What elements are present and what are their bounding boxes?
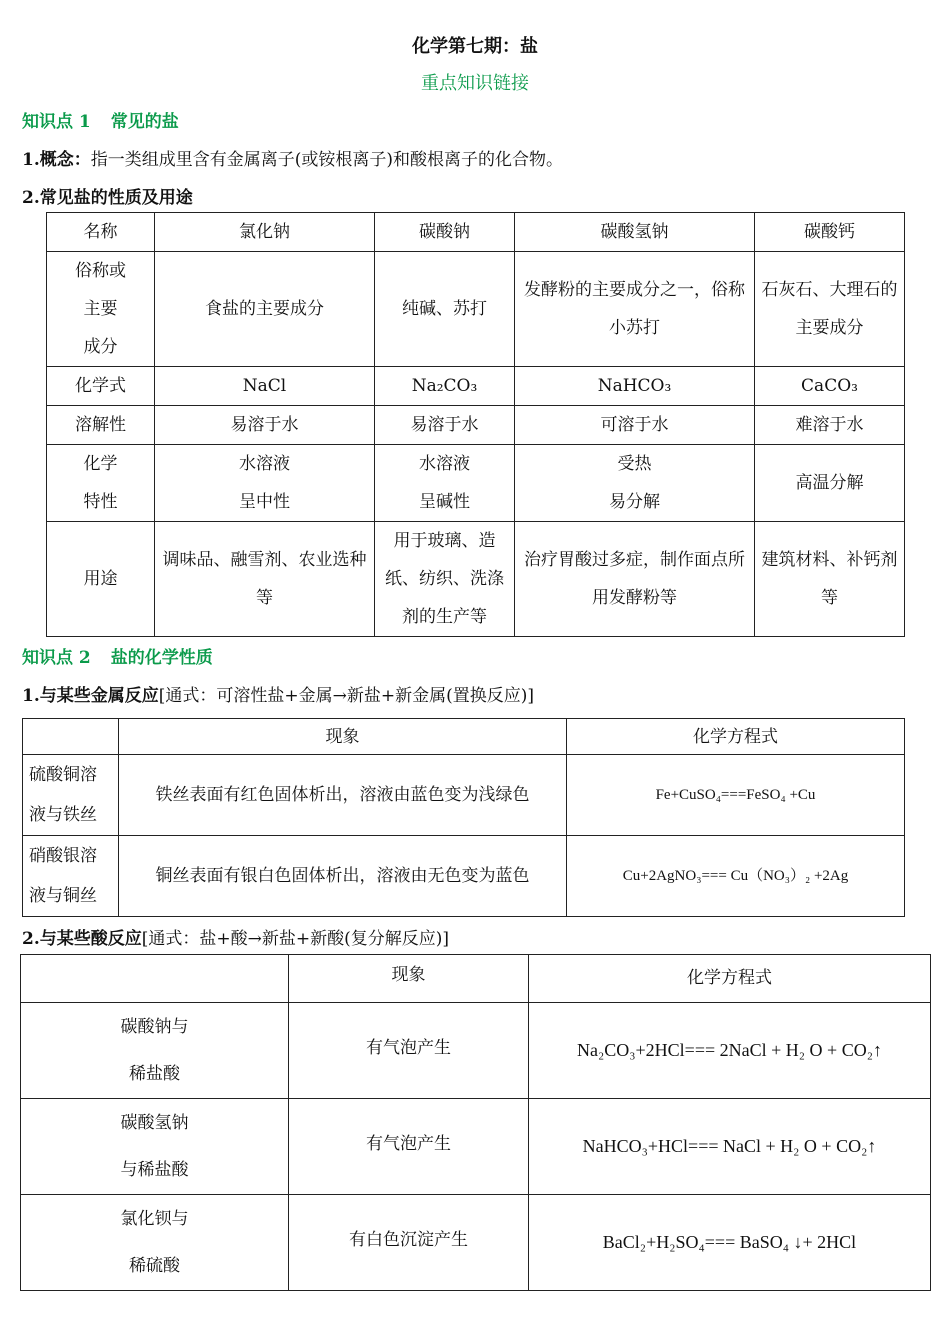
phenomenon-cell: 铁丝表面有红色固体析出，溶液由蓝色变为浅绿色: [119, 755, 567, 836]
table-cell: 易溶于水: [155, 406, 375, 445]
table-cell: [375, 445, 515, 522]
table-cell: 石灰石、大理石的主要成分: [755, 252, 905, 367]
page-subtitle: 重点知识链接: [421, 73, 529, 94]
label-line: 主要: [83, 299, 118, 319]
equation-cell: Na₂CO₃+2HCl=== 2NaCl + H₂ O + CO₂↑: [529, 1003, 931, 1099]
header-cell: 现象: [289, 955, 529, 1003]
phenomenon-cell: 有气泡产生: [289, 1003, 529, 1099]
label-line: 稀盐酸: [129, 1063, 180, 1084]
table-cell: 可溶于水: [515, 406, 755, 445]
header-cell: 化学方程式: [567, 719, 905, 755]
row-label: [23, 755, 119, 836]
table-row: [23, 836, 905, 917]
label-line: 特性: [83, 492, 118, 512]
row-label: [47, 252, 155, 367]
table-cell: [155, 445, 375, 522]
label-line: 液与铁丝: [29, 805, 97, 825]
table-cell: 用于玻璃、造纸、纺织、洗涤剂的生产等: [375, 522, 515, 637]
cell-line: 水溶液: [239, 454, 290, 474]
header-cell: 氯化钠: [155, 213, 375, 252]
header-cell: 碳酸钠: [375, 213, 515, 252]
cell-line: 水溶液: [419, 454, 470, 474]
table-cell: 建筑材料、补钙剂等: [755, 522, 905, 637]
row-label: [21, 1099, 289, 1195]
page-title: 化学第七期：盐: [412, 36, 538, 57]
header-cell: 化学方程式: [529, 955, 931, 1003]
table-header-row: [21, 955, 931, 1003]
table-cell: 易溶于水: [375, 406, 515, 445]
table-row-common-name: [47, 252, 905, 367]
row-label: 用途: [47, 522, 155, 637]
metal-heading-bold: 1.与某些金属反应: [22, 686, 159, 706]
knowledge-point-2-heading: [22, 643, 213, 668]
table-cell: NaCl: [155, 367, 375, 406]
table-row-formula: [47, 367, 905, 406]
kp1-number: 知识点 1: [22, 112, 91, 132]
table-cell: NaHCO₃: [515, 367, 755, 406]
table-cell: 难溶于水: [755, 406, 905, 445]
metal-reaction-table: [22, 718, 905, 917]
header-cell: [21, 955, 289, 1003]
table-cell: 纯碱、苏打: [375, 252, 515, 367]
section-2-heading: 2.常见盐的性质及用途: [22, 188, 193, 208]
table-cell: CaCO₃: [755, 367, 905, 406]
cell-line: 易分解: [609, 492, 660, 512]
equation-cell: Fe+CuSO₄===FeSO₄ +Cu: [567, 755, 905, 836]
phenomenon-cell: 有白色沉淀产生: [289, 1195, 529, 1291]
kp2-name: 盐的化学性质: [110, 648, 213, 668]
table-cell: [515, 445, 755, 522]
table-row: [23, 755, 905, 836]
kp2-number: 知识点 2: [22, 648, 91, 668]
table-cell: [755, 445, 905, 522]
label-line: 液与铜丝: [29, 886, 97, 906]
row-label: [21, 1003, 289, 1099]
row-label: [47, 445, 155, 522]
metal-heading-formula: [通式：可溶性盐+金属→新盐+新金属(置换反应)]: [158, 686, 535, 706]
label-line: 成分: [83, 337, 118, 357]
table-row: [21, 1003, 931, 1099]
label-line: 化学: [83, 454, 118, 474]
label-line: 稀硫酸: [129, 1255, 180, 1276]
knowledge-point-1-heading: [22, 107, 179, 132]
table-row: [21, 1195, 931, 1291]
table-row-solubility: [47, 406, 905, 445]
header-cell: [23, 719, 119, 755]
phenomenon-cell: 铜丝表面有银白色固体析出，溶液由无色变为蓝色: [119, 836, 567, 917]
kp1-name: 常见的盐: [110, 112, 179, 132]
table-header-row: [47, 213, 905, 252]
table-header-row: [23, 719, 905, 755]
cell-line: 呈中性: [239, 492, 290, 512]
concept-label: 1.概念：: [22, 150, 91, 170]
equation-cell: BaCl₂+H₂SO₄=== BaSO₄ ↓+ 2HCl: [529, 1195, 931, 1291]
header-cell: 碳酸氢钠: [515, 213, 755, 252]
table-row: [21, 1099, 931, 1195]
concept-text: 指一类组成里含有金属离子(或铵根离子)和酸根离子的化合物。: [90, 150, 564, 170]
header-cell: 现象: [119, 719, 567, 755]
table-cell: 治疗胃酸过多症，制作面点所用发酵粉等: [515, 522, 755, 637]
label-line: 硝酸银溶: [29, 846, 97, 866]
acid-heading-bold: 2.与某些酸反应: [22, 929, 142, 949]
acid-reaction-table: [20, 954, 931, 1291]
label-line: 氯化钡与: [120, 1208, 189, 1229]
table-cell: 食盐的主要成分: [155, 252, 375, 367]
common-salts-table: [46, 212, 905, 637]
table-cell: 发酵粉的主要成分之一，俗称小苏打: [515, 252, 755, 367]
table-row-chemical-property: [47, 445, 905, 522]
cell-line: 高温分解: [795, 473, 864, 493]
row-label: 溶解性: [47, 406, 155, 445]
label-line: 硫酸铜溶: [29, 765, 97, 785]
label-line: 碳酸氢钠: [120, 1112, 189, 1133]
label-line: 俗称或: [75, 261, 126, 281]
cell-line: 呈碱性: [419, 492, 470, 512]
row-label: [21, 1195, 289, 1291]
acid-reaction-heading: [22, 924, 449, 949]
equation-cell: Cu+2AgNO₃=== Cu（NO₃）₂ +2Ag: [567, 836, 905, 917]
table-row-use: [47, 522, 905, 637]
header-cell: 名称: [47, 213, 155, 252]
row-label: 化学式: [47, 367, 155, 406]
row-label: [23, 836, 119, 917]
header-cell: 碳酸钙: [755, 213, 905, 252]
acid-heading-formula: [通式：盐+酸→新盐+新酸(复分解反应)]: [141, 929, 450, 949]
label-line: 碳酸钠与: [120, 1016, 189, 1037]
table-cell: 调味品、融雪剂、农业选种等: [155, 522, 375, 637]
phenomenon-cell: 有气泡产生: [289, 1099, 529, 1195]
concept-paragraph: [22, 145, 563, 170]
table-cell: Na₂CO₃: [375, 367, 515, 406]
equation-cell: NaHCO₃+HCl=== NaCl + H₂ O + CO₂↑: [529, 1099, 931, 1195]
cell-line: 受热: [617, 454, 652, 474]
metal-reaction-heading: [22, 681, 534, 706]
label-line: 与稀盐酸: [120, 1159, 189, 1180]
